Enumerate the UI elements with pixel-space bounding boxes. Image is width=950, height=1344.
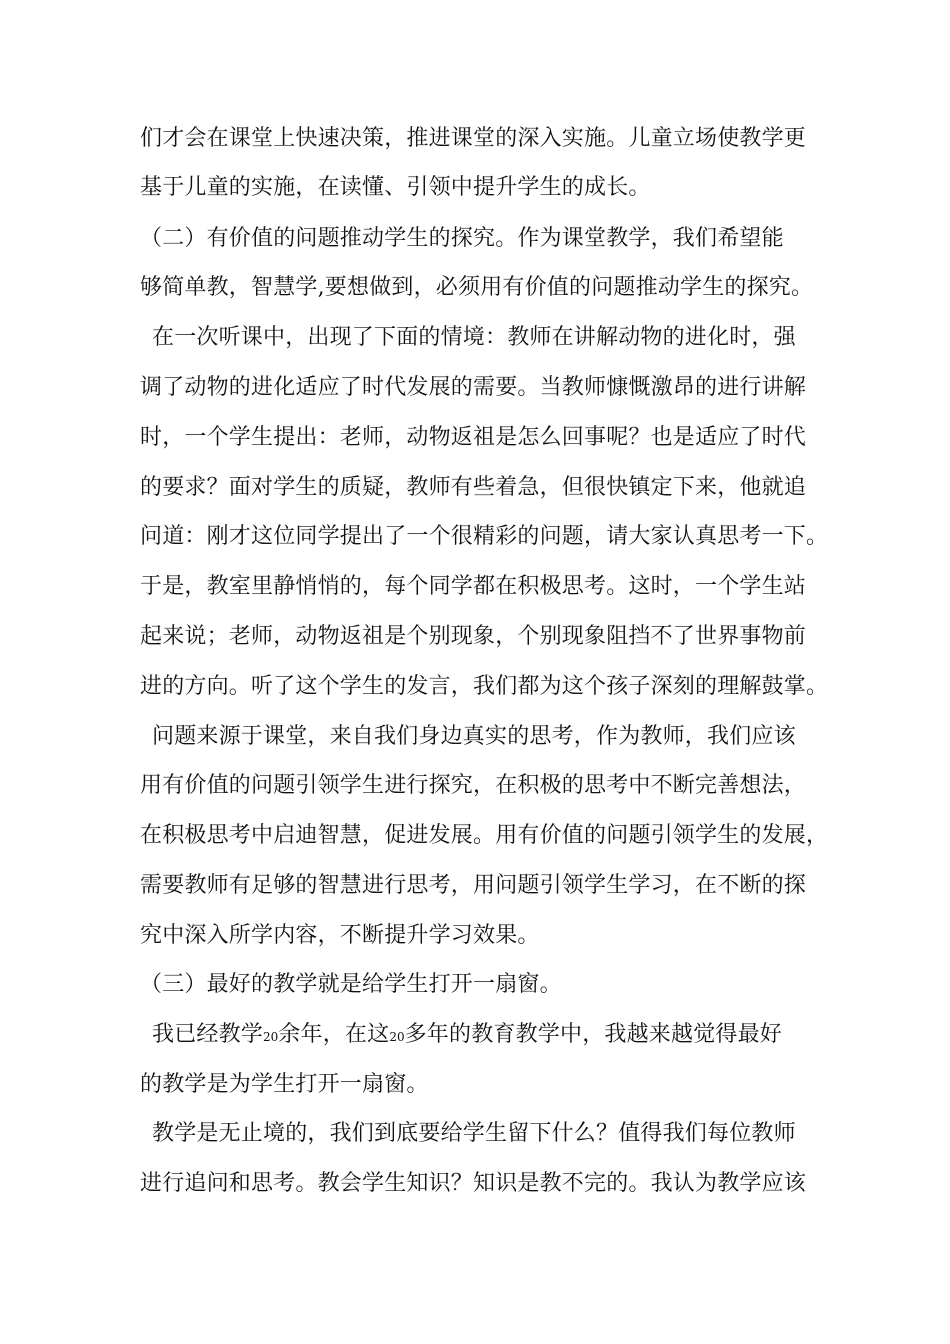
text-line: 的教学是为学生打开一扇窗。: [140, 1072, 429, 1097]
text-line: 在一次听课中，出现了下面的情境：教师在讲解动物的进化时，强: [152, 325, 796, 350]
text-line: 时，一个学生提出：老师，动物返祖是怎么回事呢？也是适应了时代: [140, 425, 807, 450]
section-heading: （二）有价值的问题推动学生的探究。作为课堂教学，我们希望能: [140, 226, 784, 251]
text-line: 进的方向。听了这个学生的发言，我们都为这个孩子深刻的理解鼓掌。: [140, 674, 829, 699]
text-line: 问题来源于课堂，来自我们身边真实的思考，作为教师，我们应该: [152, 724, 796, 749]
text-line: 的要求？面对学生的质疑，教师有些着急，但很快镇定下来，他就追: [140, 475, 807, 500]
text-line: 于是，教室里静悄悄的，每个同学都在积极思考。这时，一个学生站: [140, 574, 807, 599]
text-line: 们才会在课堂上快速决策，推进课堂的深入实施。儿童立场使教学更: [140, 126, 807, 151]
text-line: [140, 1015, 842, 1055]
text-line: 究中深入所学内容，不断提升学习效果。: [140, 923, 540, 948]
text-line: 教学是无止境的，我们到底要给学生留下什么？值得我们每位教师: [152, 1121, 796, 1146]
section-heading: （三）最好的教学就是给学生打开一扇窗。: [140, 972, 562, 997]
number: 20: [263, 1030, 279, 1044]
text-line: 够简单教，智慧学,要想做到，必须用有价值的问题推动学生的探究。: [140, 275, 814, 300]
text-line: 进行追问和思考。教会学生知识？知识是教不完的。我认为教学应该: [140, 1171, 807, 1196]
text-segment: 多年的教育教学中，我越来越觉得最好: [404, 1022, 782, 1047]
text-segment: 余年，在这: [278, 1022, 390, 1047]
text-line: 调了动物的进化适应了时代发展的需要。当教师慷慨激昂的进行讲解: [140, 375, 807, 400]
text-line: 基于儿童的实施，在读懂、引领中提升学生的成长。: [140, 175, 651, 200]
text-segment: 我已经教学: [152, 1022, 264, 1047]
text-line: 起来说；老师，动物返祖是个别现象，个别现象阻挡不了世界事物前: [140, 624, 807, 649]
number: 20: [389, 1030, 405, 1044]
text-line: 用有价值的问题引领学生进行探究，在积极的思考中不断完善想法，: [140, 773, 807, 798]
text-line: 问道：刚才这位同学提出了一个很精彩的问题，请大家认真思考一下。: [140, 524, 829, 549]
text-line: 在积极思考中启迪智慧，促进发展。用有价值的问题引领学生的发展，: [140, 823, 829, 848]
text-line: 需要教师有足够的智慧进行思考，用问题引领学生学习，在不断的探: [140, 873, 807, 898]
